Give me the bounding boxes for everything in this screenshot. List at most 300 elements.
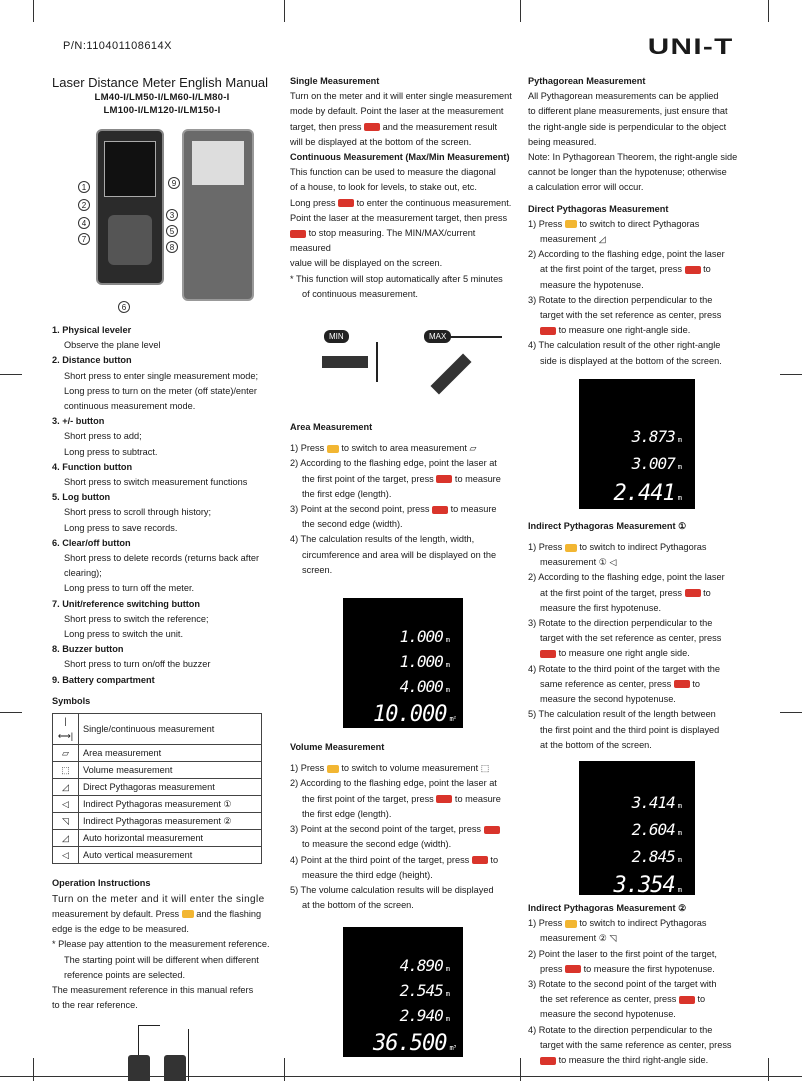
- lcd-unit: m: [677, 493, 681, 502]
- part-5-title: 5. Log button: [52, 492, 111, 503]
- text-part: 3) Point at the second point, press: [290, 504, 430, 515]
- function-button-icon: [327, 445, 339, 453]
- lcd-unit: m: [677, 435, 681, 444]
- text-part: to measure: [454, 793, 501, 804]
- text-line: 4) The calculation result of the other right-angle: [528, 340, 721, 351]
- part-7-desc: Short press to switch the reference;: [64, 613, 209, 624]
- volume-lcd: [343, 927, 463, 1057]
- part-6-title: 6. Clear/off button: [52, 537, 131, 548]
- text-part: to: [703, 587, 711, 598]
- text-line: [290, 792, 516, 807]
- text-line: cannot be longer than the hypotenuse; otherwise: [528, 167, 727, 178]
- crop-mark: [0, 374, 22, 375]
- text-line: [290, 196, 516, 211]
- text-line: target with the set reference as center, press: [540, 633, 722, 644]
- reference-wall-line: [188, 1029, 189, 1081]
- text-line: Point the laser at the measurement target, then press: [290, 212, 508, 223]
- text-line: [528, 992, 746, 1007]
- measure-button-icon: [436, 475, 452, 483]
- text-line: [528, 232, 746, 247]
- lcd-unit: m³: [449, 1044, 456, 1053]
- operation-line: edge is the edge to be measured.: [52, 924, 189, 935]
- volume-measurement-title: Volume Measurement: [290, 742, 385, 753]
- lcd-row: [373, 1030, 456, 1062]
- column-3: [528, 74, 746, 1068]
- lcd-value: 3.007: [631, 453, 675, 473]
- text-line: * This function will stop automatically after 5 minutes: [290, 273, 503, 284]
- device-figure: [52, 125, 272, 315]
- column-1: [52, 74, 272, 1081]
- text-line: 3) Rotate to the direction perpendicular to the: [528, 618, 713, 629]
- table-row: [53, 762, 262, 779]
- lcd-value: 2.441: [613, 480, 675, 506]
- text-part: the first point of the target, press: [302, 793, 434, 804]
- crop-mark: [520, 1058, 521, 1081]
- text-part: target, then press: [290, 121, 362, 132]
- part-3-desc: Short press to add;: [64, 431, 142, 442]
- area-lcd: [343, 598, 463, 728]
- table-row: [53, 796, 262, 813]
- text-line: [528, 1053, 746, 1068]
- measure-button-icon: [436, 795, 452, 803]
- lcd-row: [609, 452, 681, 479]
- text-line: [528, 916, 746, 931]
- lcd-value: 10.000: [373, 702, 447, 728]
- lcd-unit: m: [677, 855, 681, 864]
- text-line: [290, 502, 516, 517]
- text-line: All Pythagorean measurements can be applied: [528, 91, 719, 102]
- text-part: to switch to indirect Pythagoras: [579, 918, 707, 929]
- text-line: [290, 822, 516, 837]
- function-button-icon: [327, 765, 339, 773]
- lcd-row: [609, 791, 681, 818]
- lcd-value: 3.354: [613, 872, 675, 898]
- indirect-pythagoras-2-icon: ◹: [53, 813, 79, 830]
- min-figure-wall: [376, 342, 378, 382]
- part-9-title: 9. Battery compartment: [52, 674, 155, 685]
- part-1-desc: Observe the plane level: [64, 340, 161, 351]
- callout-9: 9: [168, 177, 180, 189]
- part-8-title: 8. Buzzer button: [52, 644, 124, 655]
- symbol-label: Area measurement: [79, 745, 262, 762]
- lcd-value: 3.873: [631, 426, 675, 446]
- part-8-desc: Short press to turn on/off the buzzer: [64, 659, 211, 670]
- part-1-title: 1. Physical leveler: [52, 325, 132, 335]
- text-line: of continuous measurement.: [302, 288, 418, 299]
- callout-5: 5: [166, 225, 178, 237]
- text-line: 2) According to the flashing edge, point the laser at: [290, 458, 497, 469]
- min-label: MIN: [324, 330, 349, 343]
- column-2: [290, 74, 516, 1063]
- operation-title: Operation Instructions: [52, 878, 151, 889]
- symbol-label: Indirect Pythagoras measurement ②: [79, 813, 262, 830]
- indirect-pythagoras-2-icon: ◹: [609, 933, 617, 944]
- function-button-icon: [565, 544, 577, 552]
- lcd-value: 36.500: [373, 1031, 447, 1057]
- brand-logo: UNI-T: [648, 34, 734, 59]
- lcd-row: [373, 1005, 449, 1030]
- measure-button-icon: [338, 199, 354, 207]
- operation-line: The measurement reference in this manual refers: [52, 984, 254, 995]
- operation-line: to the rear reference.: [52, 1000, 138, 1011]
- measure-button-icon: [472, 856, 488, 864]
- crop-mark: [284, 0, 285, 22]
- crop-mark: [33, 1058, 34, 1081]
- part-4-desc: Short press to switch measurement functions: [64, 477, 248, 488]
- reference-figure: [52, 1019, 272, 1081]
- text-line: 2) According to the flashing edge, point the laser: [528, 572, 725, 583]
- measure-button-icon: [484, 826, 500, 834]
- text-line: 4) The calculation results of the length, width,: [290, 534, 475, 545]
- text-line: the second edge (width).: [302, 519, 403, 530]
- part-3-title: 3. +/- button: [52, 416, 105, 427]
- text-line: [290, 441, 516, 456]
- table-row: [53, 714, 262, 745]
- table-row: [53, 830, 262, 847]
- text-part: to switch to volume measurement: [341, 763, 479, 774]
- text-part: the set reference as center, press: [540, 994, 677, 1005]
- device-label-panel: [192, 141, 244, 185]
- text-part: to: [703, 264, 711, 275]
- part-4-title: 4. Function button: [52, 461, 133, 472]
- text-line: [528, 646, 746, 661]
- lcd-row: [373, 980, 449, 1005]
- lcd-row: [609, 845, 681, 872]
- lcd-row: [609, 479, 681, 513]
- auto-horizontal-icon: ◿: [53, 830, 79, 847]
- text-part: 1) Press: [528, 218, 563, 229]
- text-line: [528, 586, 746, 601]
- operation-line: [52, 907, 272, 922]
- text-part: to measure one right-angle side.: [558, 325, 691, 336]
- table-row: [53, 813, 262, 830]
- manual-title: Laser Distance Meter English Manual: [52, 75, 269, 90]
- text-line: 2) Point the laser to the first point of the target,: [528, 948, 717, 959]
- text-part: 1) Press: [528, 542, 563, 553]
- text-part: 3) Point at the second point of the target, press: [290, 824, 482, 835]
- crop-mark: [780, 374, 802, 375]
- function-button-icon: [565, 220, 577, 228]
- crop-mark: [0, 712, 22, 713]
- parts-list: [52, 323, 272, 688]
- part-7-title: 7. Unit/reference switching button: [52, 598, 201, 609]
- text-line: [528, 962, 746, 977]
- part-6-desc: clearing);: [64, 568, 102, 579]
- lcd-row: [373, 676, 449, 701]
- auto-vertical-icon: ◁: [53, 847, 79, 864]
- lcd-row: [373, 651, 449, 676]
- text-line: side is displayed at the bottom of the screen.: [540, 355, 722, 366]
- text-line: 4) Rotate to the third point of the target with the: [528, 663, 721, 674]
- text-line: the first point and the third point is displayed: [540, 724, 720, 735]
- crop-mark: [768, 0, 769, 22]
- reference-wall-line: [138, 1025, 160, 1026]
- measure-button-icon: [432, 506, 448, 514]
- volume-icon: ⬚: [53, 762, 79, 779]
- area-icon: ▱: [469, 443, 477, 454]
- measure-button-icon: [679, 996, 695, 1004]
- text-line: at the bottom of the screen.: [540, 739, 652, 750]
- measure-button-icon: [540, 1057, 556, 1065]
- text-part: measurement: [540, 234, 597, 245]
- text-line: measure the second hypotenuse.: [540, 694, 676, 705]
- text-part: to measure: [454, 473, 501, 484]
- text-line: to different plane measurements, just ensure that: [528, 106, 728, 117]
- text-line: [290, 226, 516, 256]
- lcd-unit: m: [445, 965, 449, 974]
- lcd-value: 1.000: [399, 652, 443, 672]
- indirect-pythagoras-1-lcd: [579, 761, 695, 898]
- min-figure-device: [322, 356, 368, 368]
- part-2-desc: continuous measurement mode.: [64, 401, 196, 412]
- device-mini-right: [164, 1055, 186, 1081]
- text-line: value will be displayed on the screen.: [290, 258, 443, 269]
- text-part: Long press: [290, 197, 336, 208]
- text-line: 3) Rotate to the direction perpendicular to the: [528, 294, 713, 305]
- operation-line-part: measurement by default. Press: [52, 908, 180, 919]
- operation-text: [52, 892, 272, 1014]
- single-measure-icon: |⟷|: [53, 714, 79, 745]
- continuous-measurement-title: Continuous Measurement (Max/Min Measurement): [290, 152, 510, 163]
- crop-mark: [520, 0, 521, 22]
- symbol-label: Auto horizontal measurement: [79, 830, 262, 847]
- text-line: [528, 555, 746, 570]
- table-row: [53, 847, 262, 864]
- text-part: to measure the third right-angle side.: [558, 1054, 709, 1065]
- text-part: to: [697, 994, 706, 1005]
- volume-icon: ⬚: [480, 763, 490, 774]
- lcd-unit: m: [445, 661, 449, 670]
- symbol-label: Indirect Pythagoras measurement ①: [79, 796, 262, 813]
- text-part: to measure: [450, 504, 497, 515]
- text-part: same reference as center, press: [540, 678, 672, 689]
- text-part: to stop measuring. The MIN/MAX/current measured: [290, 228, 476, 254]
- area-icon: ▱: [53, 745, 79, 762]
- area-measurement-title: Area Measurement: [290, 422, 373, 433]
- device-mini-left: [128, 1055, 150, 1081]
- text-part: press: [540, 963, 563, 974]
- text-part: to measure one right angle side.: [558, 648, 690, 659]
- text-part: and the measurement result: [382, 121, 498, 132]
- lcd-row: [609, 872, 681, 904]
- text-line: 3) Rotate to the second point of the target with: [528, 978, 717, 989]
- part-6-desc: Short press to delete records (returns back after: [64, 553, 260, 564]
- direct-pythagoras-title: Direct Pythagoras Measurement: [528, 203, 669, 214]
- measure-button-icon: [290, 230, 306, 238]
- text-line: measure the first hypotenuse.: [540, 602, 662, 613]
- callout-1: 1: [78, 181, 90, 193]
- text-line: [528, 262, 746, 277]
- text-line: target with the set reference as center, press: [540, 310, 722, 321]
- single-measurement-title: Single Measurement: [290, 76, 380, 86]
- text-part: 1) Press: [528, 918, 563, 929]
- direct-pythagoras-icon: ◿: [598, 234, 606, 245]
- crop-mark: [33, 0, 34, 22]
- lcd-row: [373, 701, 456, 733]
- text-line: to measure the second edge (width).: [302, 839, 452, 850]
- lcd-value: 1.000: [399, 627, 443, 647]
- crop-mark: [780, 712, 802, 713]
- part-6-desc: Long press to turn off the meter.: [64, 583, 195, 594]
- symbols-title: Symbols: [52, 695, 91, 706]
- device-screen: [104, 141, 156, 197]
- measure-button-icon: [565, 965, 581, 973]
- text-part: 1) Press: [290, 443, 325, 454]
- function-button-icon: [182, 910, 194, 918]
- text-line: [290, 761, 516, 776]
- part-2-desc: Short press to enter single measurement mode;: [64, 370, 259, 381]
- text-line: the first edge (length).: [302, 808, 392, 819]
- part-5-desc: Long press to save records.: [64, 522, 178, 533]
- text-part: to switch to indirect Pythagoras: [579, 542, 707, 553]
- indirect-pythagoras-1-icon: ◁: [53, 796, 79, 813]
- min-max-figure: [290, 312, 516, 408]
- table-row: [53, 779, 262, 796]
- text-part: to enter the continuous measurement.: [356, 197, 512, 208]
- symbols-table: [52, 713, 262, 864]
- crop-mark: [768, 1058, 769, 1081]
- text-line: 5) The calculation result of the length between: [528, 709, 716, 720]
- text-line: mode by default. Point the laser at the measurement: [290, 106, 504, 117]
- text-part: measurement ②: [540, 933, 607, 944]
- lcd-unit: m: [677, 828, 681, 837]
- callout-3: 3: [166, 209, 178, 221]
- lcd-row: [609, 425, 681, 452]
- device-front: [96, 129, 164, 285]
- operation-line: * Please pay attention to the measurement reference.: [52, 939, 270, 950]
- measure-button-icon: [540, 650, 556, 658]
- lcd-value: 2.940: [399, 1006, 443, 1026]
- symbol-label: Direct Pythagoras measurement: [79, 779, 262, 796]
- direct-pythagoras-icon: ◿: [53, 779, 79, 796]
- operation-line: Turn on the meter and it will enter the single: [52, 893, 265, 905]
- lcd-value: 3.414: [631, 792, 675, 812]
- pythagorean-title: Pythagorean Measurement: [528, 76, 646, 86]
- text-line: measure the hypotenuse.: [540, 279, 644, 290]
- lcd-value: 2.604: [631, 819, 675, 839]
- callout-4: 4: [78, 217, 90, 229]
- text-line: [528, 323, 746, 338]
- indirect-pythagoras-1-icon: ◁: [609, 557, 617, 568]
- function-button-icon: [565, 920, 577, 928]
- text-line: [290, 120, 516, 135]
- lcd-value: 2.845: [631, 846, 675, 866]
- part-2-title: 2. Distance button: [52, 355, 132, 366]
- max-figure-device: [430, 354, 471, 395]
- lcd-value: 4.890: [399, 956, 443, 976]
- lcd-unit: m: [677, 885, 681, 894]
- callout-2: 2: [78, 199, 90, 211]
- callout-7: 7: [78, 233, 90, 245]
- direct-pythagoras-lcd: [579, 379, 695, 509]
- callout-8: 8: [166, 241, 178, 253]
- lcd-unit: m: [445, 636, 449, 645]
- device-buttons: [108, 215, 152, 265]
- symbol-label: Auto vertical measurement: [79, 847, 262, 864]
- text-line: the right-angle side is perpendicular to the object: [528, 121, 727, 132]
- text-line: 2) According to the flashing edge, point the laser at: [290, 778, 497, 789]
- text-line: of a house, to look for levels, to stake out, etc.: [290, 182, 477, 193]
- text-line: measure the second hypotenuse.: [540, 1009, 676, 1020]
- text-line: at the bottom of the screen.: [302, 900, 414, 911]
- lcd-unit: m: [445, 990, 449, 999]
- lcd-unit: m: [445, 1015, 449, 1024]
- text-part: at the first point of the target, press: [540, 587, 682, 598]
- operation-line: The starting point will be different when different: [64, 954, 259, 965]
- text-line: a calculation error will occur.: [528, 182, 644, 193]
- table-row: [53, 745, 262, 762]
- text-line: 4) Rotate to the direction perpendicular to the: [528, 1024, 713, 1035]
- lcd-value: 4.000: [399, 677, 443, 697]
- text-line: 2) According to the flashing edge, point the laser: [528, 249, 725, 260]
- text-line: [290, 472, 516, 487]
- indirect-pythagoras-2-title: Indirect Pythagoras Measurement ②: [528, 902, 687, 913]
- text-part: to: [490, 854, 499, 865]
- text-part: the first point of the target, press: [302, 473, 434, 484]
- text-part: at the first point of the target, press: [540, 264, 682, 275]
- operation-line-part: and the flashing: [196, 908, 262, 919]
- lcd-unit: m: [445, 686, 449, 695]
- max-label: MAX: [424, 330, 451, 343]
- lcd-unit: m²: [449, 715, 456, 724]
- part-number: P/N:110401108614X: [63, 40, 173, 52]
- symbol-label: Volume measurement: [79, 762, 262, 779]
- text-part: 1) Press: [290, 763, 325, 774]
- lcd-unit: m: [677, 462, 681, 471]
- measure-button-icon: [685, 266, 701, 274]
- lcd-unit: m: [677, 801, 681, 810]
- symbol-label: Single/continuous measurement: [79, 714, 262, 745]
- text-part: to measure the first hypotenuse.: [583, 963, 715, 974]
- text-line: target with the same reference as center, press: [540, 1039, 732, 1050]
- lcd-row: [373, 955, 449, 980]
- part-2-desc: Long press to turn on the meter (off state)/enter: [64, 385, 257, 396]
- device-back: [182, 129, 254, 301]
- text-line: This function can be used to measure the diagonal: [290, 167, 496, 178]
- text-line: screen.: [302, 564, 333, 575]
- text-part: to switch to direct Pythagoras: [579, 218, 700, 229]
- crop-mark: [284, 1058, 285, 1081]
- text-line: [528, 677, 746, 692]
- lcd-row: [373, 626, 449, 651]
- operation-line: reference points are selected.: [64, 969, 186, 980]
- text-part: to: [692, 678, 701, 689]
- models-line-1: LM40-I/LM50-I/LM60-I/LM80-I: [94, 92, 230, 103]
- measure-button-icon: [540, 327, 556, 335]
- text-line: [290, 853, 516, 868]
- part-7-desc: Long press to switch the unit.: [64, 629, 183, 640]
- text-line: [528, 540, 746, 555]
- part-3-desc: Long press to subtract.: [64, 446, 158, 457]
- text-line: Turn on the meter and it will enter single measurement: [290, 91, 512, 102]
- part-5-desc: Short press to scroll through history;: [64, 507, 212, 518]
- text-line: being measured.: [528, 136, 597, 147]
- text-part: 4) Point at the third point of the target, press: [290, 854, 470, 865]
- lcd-row: [609, 818, 681, 845]
- text-line: [528, 217, 746, 232]
- text-line: the first edge (length).: [302, 488, 392, 499]
- indirect-pythagoras-1-title: Indirect Pythagoras Measurement ①: [528, 520, 687, 531]
- measure-button-icon: [364, 123, 380, 131]
- text-line: circumference and area will be displayed on the: [302, 549, 497, 560]
- measure-button-icon: [674, 680, 690, 688]
- text-part: measurement ①: [540, 557, 607, 568]
- text-line: [528, 931, 746, 946]
- text-line: measure the third edge (height).: [302, 869, 433, 880]
- text-line: will be displayed at the bottom of the screen.: [290, 136, 472, 147]
- text-part: to switch to area measurement: [341, 443, 467, 454]
- lcd-value: 2.545: [399, 981, 443, 1001]
